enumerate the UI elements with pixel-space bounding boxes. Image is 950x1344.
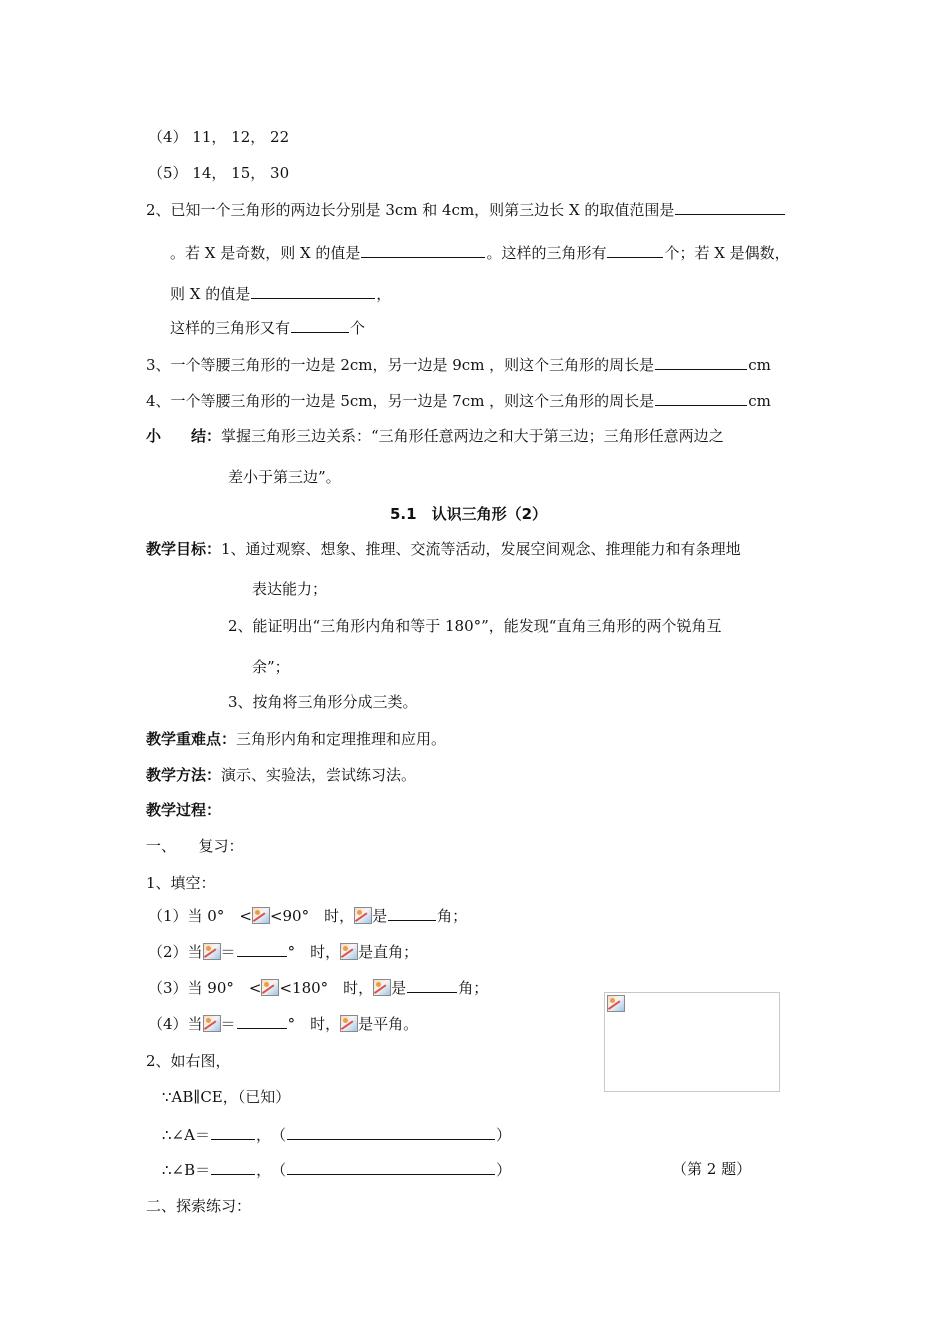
angle-image-icon [373, 979, 391, 996]
review-row-4 [148, 1013, 418, 1034]
r2-text-c: ° 时， [287, 943, 341, 961]
angle-image-icon [354, 907, 372, 924]
goal-1b: 表达能力； [252, 580, 328, 598]
summary-text-1: 掌握三角形三边关系：“三角形任意两边之和大于第三边；三角形任意两边之 [221, 427, 724, 445]
q4-unit: cm [748, 392, 771, 410]
q2-text-4b: 个 [350, 319, 366, 337]
key-points-label: 教学重难点： [146, 730, 237, 748]
q2-text-2b: 。这样的三角形有 [486, 244, 607, 262]
figure-caption: （第 2 题） [672, 1160, 752, 1178]
q2-even-value-blank[interactable] [251, 283, 375, 299]
r3-text-a: （3）当 90° < [148, 979, 262, 997]
q2-range-blank[interactable] [675, 199, 785, 215]
angA-text-c: ） [495, 1126, 511, 1144]
goals-label: 教学目标： [146, 540, 222, 558]
explore-heading: 二、探索练习： [146, 1197, 252, 1215]
angle-image-icon [340, 943, 358, 960]
question-2-line-2 [170, 242, 790, 263]
q2-text-3a: 则 X 的值是 [170, 285, 251, 303]
summary-label: 小 结： [146, 427, 222, 445]
r2-blank[interactable] [237, 941, 287, 957]
r3-text-c: 是 [391, 979, 407, 997]
q4-text: 4、一个等腰三角形的一边是 5cm，另一边是 7cm ，则这个三角形的周长是 [146, 392, 655, 410]
angB-reason-blank[interactable] [287, 1159, 495, 1175]
q2-text-2c: 个；若 X 是偶数， [664, 244, 790, 262]
figure-image-icon [607, 995, 625, 1012]
angA-text-b: ， （ [255, 1126, 286, 1144]
summary-line-2: 差小于第三边”。 [228, 468, 341, 486]
fig-question-given: ∵AB∥CE，（已知） [162, 1088, 291, 1106]
angle-image-icon [203, 1015, 221, 1032]
fig-question-angle-b [162, 1159, 511, 1180]
angB-text-c: ） [496, 1161, 512, 1179]
review-heading: 一、 复习： [146, 837, 244, 855]
review-row-2 [148, 941, 418, 962]
r1-text-a: （1）当 0° < [148, 907, 252, 925]
q2-odd-count-blank[interactable] [607, 242, 663, 258]
angB-value-blank[interactable] [211, 1159, 255, 1175]
r1-text-b: <90° 时， [269, 907, 355, 925]
fig-question-angle-a [162, 1124, 511, 1145]
q2-text-3b: ， [376, 285, 392, 303]
review-row-3 [148, 977, 488, 998]
angA-value-blank[interactable] [211, 1124, 255, 1140]
r3-text-b: <180° 时， [279, 979, 374, 997]
q4-perimeter-blank[interactable] [655, 390, 747, 406]
q3-unit: cm [748, 356, 771, 374]
process-label: 教学过程： [146, 801, 222, 819]
fill-in-label: 1、填空： [146, 874, 216, 892]
review-row-1 [148, 905, 467, 926]
r4-text-a: （4）当 [148, 1015, 203, 1033]
angle-image-icon [261, 979, 279, 996]
q2-text-4a: 这样的三角形又有 [170, 319, 291, 337]
question-4 [146, 390, 771, 411]
item-4: （4） 11， 12， 22 [148, 128, 290, 146]
r3-text-d: 角； [458, 979, 489, 997]
goal-2b: 余”； [252, 658, 290, 676]
q2-odd-value-blank[interactable] [361, 242, 485, 258]
key-points [146, 729, 446, 749]
question-3 [146, 354, 771, 375]
angle-image-icon [340, 1015, 358, 1032]
r4-text-c: ° 时， [287, 1015, 341, 1033]
r1-blank[interactable] [388, 905, 436, 921]
question-2-line-1 [146, 199, 786, 220]
q3-text: 3、一个等腰三角形的一边是 2cm，另一边是 9cm ，则这个三角形的周长是 [146, 356, 655, 374]
goals-line-1 [146, 539, 741, 559]
r1-text-c: 是 [372, 907, 388, 925]
goal-1a: 1、通过观察、想象、推理、交流等活动，发展空间观念、推理能力和有条理地 [221, 540, 741, 558]
methods [146, 765, 416, 785]
key-points-text: 三角形内角和定理推理和应用。 [236, 730, 447, 748]
angle-image-icon [203, 943, 221, 960]
q2-even-count-blank[interactable] [291, 317, 349, 333]
angA-reason-blank[interactable] [287, 1124, 495, 1140]
question-2-line-3 [170, 283, 391, 304]
r2-text-a: （2）当 [148, 943, 203, 961]
fig-question-intro: 2、如右图， [146, 1052, 231, 1070]
item-5: （5） 14， 15， 30 [148, 164, 290, 182]
figure-placeholder [604, 992, 780, 1092]
angB-text-a: ∴∠B＝ [162, 1161, 211, 1179]
r2-text-b: ＝ [220, 943, 236, 961]
r4-text-b: ＝ [220, 1015, 236, 1033]
angA-text-a: ∴∠A＝ [162, 1126, 210, 1144]
q2-text-2a: 。若 X 是奇数，则 X 的值是 [170, 244, 361, 262]
r1-text-d: 角； [437, 907, 468, 925]
r4-blank[interactable] [237, 1013, 287, 1029]
goal-3: 3、按角将三角形分成三类。 [228, 693, 418, 711]
q3-perimeter-blank[interactable] [655, 354, 747, 370]
r2-text-d: 是直角； [358, 943, 419, 961]
question-2-line-4 [170, 317, 365, 338]
section-title: 5.1 认识三角形（2） [390, 505, 548, 523]
goal-2a: 2、能证明出“三角形内角和等于 180°”，能发现“直角三角形的两个锐角互 [228, 617, 722, 635]
r3-blank[interactable] [407, 977, 457, 993]
r4-text-d: 是平角。 [358, 1015, 419, 1033]
q2-text-1: 2、已知一个三角形的两边长分别是 3cm 和 4cm，则第三边长 X 的取值范围是 [146, 201, 675, 219]
methods-label: 教学方法： [146, 766, 222, 784]
angle-image-icon [252, 907, 270, 924]
angB-text-b: ， （ [256, 1161, 287, 1179]
methods-text: 演示、实验法，尝试练习法。 [221, 766, 417, 784]
summary-line-1 [146, 426, 724, 446]
